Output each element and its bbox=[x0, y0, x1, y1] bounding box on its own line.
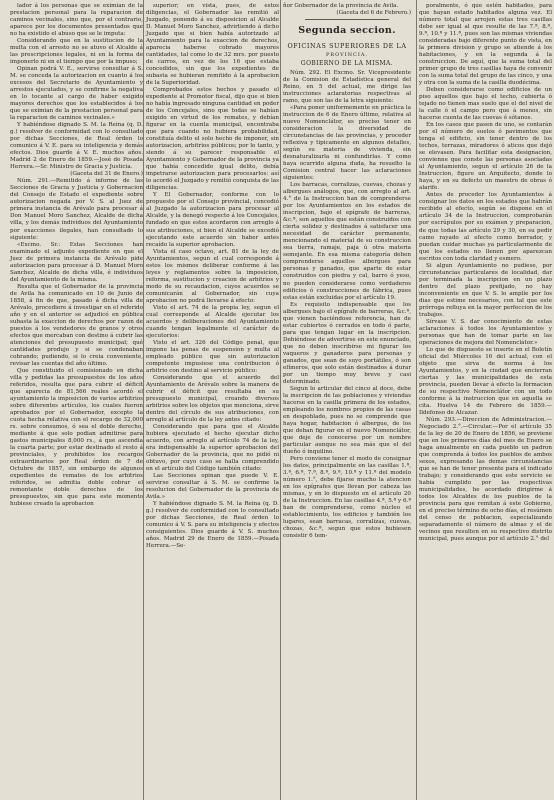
paragraph: Núm. 291.—Remitido á informe de las Secciones de Gracia y Justicia y Gobernacion del Consejo de Estado el expediente sobre autorizacion negada por V. S. al Juez de primera instancia de Arévalo para procesar á Don Manuel Moro Sanchez, Alcalde de dicha villa, y los demás individuos del Ayuntamiento por exacciones ilegales, han consultado lo siguiente: bbox=[10, 178, 143, 241]
paragraph: Núm. 292. El Excmo. Sr. Vicepresidente de la Comision de Estadística general del Reino, en 5 del actual, me dirige las instrucciones aclaratorias respectivas al ramo, que son las de la letra siguiente: bbox=[283, 70, 411, 105]
province-heading: PROVINCIA. bbox=[325, 52, 369, 59]
paragraph: Antes de proceder los Ayuntamientos á consignar los datos en los estados que habrán recibido al efecto, según se dispone en el artículo 34 de la Instruccion, comprobarán por escrúpulos por su exámen y preparacion, de que todas las artículo 29 y 30, en su pedir camo rayado al efecto como borrador, y puedan cuidar muchas ya particularmente de que los estados no llenen por aparezcan escritos con toda claridad y esmero. bbox=[419, 192, 552, 262]
column-1 bbox=[10, 3, 143, 508]
paragraph: Vista el caso octavo, art. 81 de la ley de Ayuntamientos, segun el cual corresponde á estos los mismos deliberar conforme á las leyes y reglamentos sobre la imposicion, reforma, sustitucion y creacion de arbitrios y modo de su recaudacion, cuyos acuerdos se comunicarán al Gobernador, sin cuya aprobacion no podrá llevarse á efecto: bbox=[146, 248, 279, 304]
column-rule bbox=[280, 0, 281, 800]
divider bbox=[305, 19, 389, 20]
paragraph: Comprobados estos hechos y pasado el expediente al Promotor fiscal, dijo que si bien no había ingresado ninguna cantidad en poder de los Concejales, sino que todas se habían exigido en virtud de los remates, y debían figurar en la cuenta municipal, encontraba que para cuando no hubiera probabilidad, constituía delito el solo hecho de imponer, sin autorizacion, arbitrios públicos; por lo tanto, y siendo á su parecer responsable el Ayuntamiento y Gobernador de la provincia ya que había concedido igual delito, debía impetrarse autorizacion para procesarlos: así lo acordó el Juzgado y remitió conquista de las diligencias. bbox=[146, 87, 279, 192]
column-3-top bbox=[283, 3, 411, 17]
paragraph: Considerando que para que el Alcalde hubiera ejecutado el hecho ejecutar dicho acuerdo, con arreglo al artículo 74 de la ley, era indispensable la superior aprobacion del Gobernador de la provincia, que no pidió ni obtuvo, por cuyo caso se halla comprendido en el artículo del Código también citado: bbox=[146, 423, 279, 473]
paragraph: Las Secciones opinan que puede V. E. servirse consultar á S. M. se confirme la resolucion del Gobernador de la provincia de Avila.» bbox=[146, 473, 279, 501]
section-title: Segunda seccion. bbox=[298, 25, 396, 37]
paragraph: «Para poner uniformemente en práctica la instruccion de 6 de Enero último, relativa al nuevo Nomenclátor, es preciso tener en consideracion la diversidad de circunstancias de las provincias, y proceder reflexiva y tipicamente en algunos detalles, según su materia de vivienda, sin desnaturalizarla ni confundirlas. Y como haya ocurrido alguna duda, ha resuelto la Comision central hacer las aclaraciones siguientes: bbox=[283, 105, 411, 182]
column-4 bbox=[419, 3, 552, 543]
paragraph: lador á los personas que se eximian de la prestacion personal para la reparacion de caminos vecinales, sino que, por el contrario, aparece por los documentos presentados que no ha existido el abuso que se le imputa: bbox=[10, 3, 143, 38]
paragraph: En los casos que pasen de uno, se contarán por el número de suelos ó pavimentos que tenga el edificio, sin tener dentro de los techos, terrazas, miradores ó aticos que dejó se elevasen. Para facilitar esta designacion, convienne que conste las personas asociadas al Ayuntamiento, segun el artículo 26 de la Instruccion, figure un Arquitecto, donde lo haya, y en su defecto un maestro de obras ó alarife. bbox=[419, 122, 552, 192]
office-heading: OFICINAS SUPERIORES DE LA bbox=[287, 42, 407, 51]
paragraph: Y El Gobernador, conforme con lo propuesto por el Consejo provincial, concedió al Juzgado la autorizacion para procesar al Alcalde, y la denegó respecto á los Concejales, fundado en que estos acordaron con arreglo á sus atribuciones, si bien el Alcalde se excedió ejecutando este acuerdo sin haber antes recaído la superior aprobacion. bbox=[146, 192, 279, 248]
column-rule bbox=[416, 0, 417, 800]
paragraph: Lo que de dispuesto se inserte en el Boletín oficial del Miércoles 16 del actual, con el objeto que sirva de norma á los Ayuntamientos, y en la ciudad que encierran ciertas y las municipalidades de esta provincia, pueden llevar á efecto la formacion de su respectivo Nomenclátor con un todo conforme á la instruccion que en aquella se cita. Huelva 14 de Febrero de 1859.—Ildefonso de Alcazar. bbox=[419, 346, 552, 416]
paragraph: Los barracas, corralizas, cuevas, chozas y albergues análogos, que, con arreglo al art. 4.° de la Instruccion han de comprenderse por los Ayuntamientos en los estados de inscripcion, bajo el epígrafe de barreras, &c.ª, son aquellos que están construidos con cierta solidez y destinados á satisfacer una necesidad de carácter permanente, mencionando el material de su construccion sea tierra, ramaje, paja ú otra materia semejante. En esa misma categoría deben comprenderse aquellos albergues para personas y ganados, que aparte de estar construidos con piedra y cal, barro ó yeso, no pueden considerarse como verdaderos edificios ó construcciones de fábrica, pues estas están excluidas por el artículo 19. bbox=[283, 182, 411, 301]
paragraph: Y habiéndose dignado S. M. la Reina (q. D. g.) resolver de conformidad con lo consultado por dichas Secciones, de Real órden lo comunico á V. S. para su inteligencia y efectos consiguientes. Dios guarde á V. S. muchos años. Madrid 29 de Enero de 1859.—Posada Herrera.—Se- bbox=[146, 501, 279, 550]
paragraph: Y habiéndose dignado S. M. la Reina (q. D. g.) resolver de conformidad con lo consultado por dichas Secciones, de Real órden lo comunico á V. E. para su inteligencia y demás efectos. Dios guarde á V. E. muchos años. Madrid 2 de Enero de 1859.—José de Posada Herrera.—Sr. Ministro de Gracia y Justicia. bbox=[10, 122, 143, 171]
paragraph: Deben considerarse como edificios de un piso aquellos que bajo el techo, cubierta ó tejado no tienen mas suelo que el del nivel de la calle ó el campo pero que á menos, sin hacerse cuenta de las cuevas ó sótanos. bbox=[419, 87, 552, 122]
government-heading: GOBIERNO DE LA MISMA. bbox=[300, 60, 394, 68]
paragraph: Que constituido el comisionado en dicha villa y pedidas las presupuestos de los años referidos, resulta que para cubrir el déficit que aparecia de 81,566 reales acordó el ayuntamiento la imposicion de varios arbitrios sobre diferentes artículos, los cuales fueron aprobados por el Gobernador, excepto la cuota hecha relativa con el recargo de 32,000 rs. sobre consumos, ó sea el doble derecho, mediante á que solo podian admitirse para gastos municipales 8,000 rs., á que ascendia la cuarta parte; por estar destinado el resto á provinciales, y prohibidos los recargos extraordinarios por Real órden de 7 de Octubre de 1857, sin embargo de algunos expedientes de remates de los arbitrios referidos, se admitia doble cobrar el remontante doble derechos de los presupuestos, sin que para este momento hubiese creado la aprobacion bbox=[10, 367, 143, 508]
paragraph: Si algun Ayuntamiento no pudiese, por circunstancias particulares de localidad, dar por terminada la inscripcion en un plazo dentro del plazo prefijado, no hay inconveniente en que V. S. lo amplíe por los dias que estime necesarios, con tal que este prórroga refluya en la mayor perfeccion de los trabajos. bbox=[419, 262, 552, 318]
column-3 bbox=[283, 3, 411, 540]
column-2 bbox=[146, 3, 279, 550]
paragraph: Visto el art. 74 de la propia ley, segun el cual corresponde al Alcalde ejecutar los acuerdos y deliberaciones del Ayuntamiento cuando tengan legalmente el carácter de ejecutorios: bbox=[146, 304, 279, 339]
paragraph: Segun lo articular del cinco al doce, debe la inscripcion de las poblaciones y viviendas hacerse en la casilla primera de los estados, empleando los nombres propios de las casas en despoblado, pues no se comprende que haya hogar, habitacion ó albergue, de los que deban figurar en el nuevo Nomenclátor, que deje de conocerse por un nombre particular aunque no sea más que el del dueño ó inquilino. bbox=[283, 385, 411, 455]
column-rule bbox=[143, 0, 144, 800]
paragraph: (Gaceta del 31 de Enero.) bbox=[70, 171, 143, 178]
column-3-body bbox=[283, 70, 411, 540]
paragraph: Considerando que en la sustitucion de la multa con el arresto no se atuvo el Alcalde á las prescripciones legales, ni en la forma de imponerlo ni en el tiempo que por la impuso; bbox=[10, 38, 143, 66]
paragraph: Considerando que el acuerdo del Ayuntamiento de Arévalo sobre la manera de cubrir el déficit que resultaba en su presupuesto municipal, creando diversos arbitrios sobre los objetos que menciona, sirve dentro del círculo de sus atribuciones, con arreglo al artículo de la ley antes citado: bbox=[146, 374, 279, 423]
paragraph: superior; en vista, pues, de estos diligencias, el Gobernador las remitió al Juzgado, ponendo á su disposicion al Alcalde D. Manuel Moro Sanchez, advirtiendo á dicho Juzgado que si bien había autorizado al Ayuntamiento para la exaccion de derechos, aparecia haberse cobrado mayores cantidades, tal como lo de 32 mrs. por puesto de carros, en vez de los 16 que estaba concedidos, sin que los expedientes de subasta se hubieran remitido á la aprobacion de la Superioridad. bbox=[146, 3, 279, 87]
paragraph: Resulta que el Gobernador de la provincia de Avila ha comunicado en 10 de Junio de 1858, á fin de que, pasado á dicha villa de Arévalo, procediere á investigar en el referido año y en el anterior se adjudicó en pública subasta la exaccion de derechos por razon de puestos á los vendedores de granos y otros efectos que mercaban con destino á cubrir las atenciones del presupuesto municipal; qué cantidades produjo y si se condenaban cobrando; pudiendo, si lo creia conveniente, revisar las cuentas del año último. bbox=[10, 283, 143, 367]
paragraph: (Gaceta del 6 de Febrero.) bbox=[336, 10, 411, 17]
paragraph: Opinan podrá V. E., servirse consultar á S. M. se conceda la autorizacion en cuanto á los excesos del Secretario de Ayuntamiento y arrestos ejecutados, y se confirme la negativa en lo tocante al cargo de haber exigido mayores derechos que los establecidos á los que se eximian de la prestacion personal para la reparacion de caminos vecinales.» bbox=[10, 66, 143, 122]
paragraph: Pero conviene tener el modo de consignar los datos, principalmente en las casillas 1.ª, 3.ª, 6.ª, 7.ª, 8.ª, 9.ª, 10.ª y 11.ª del modelo número 1.°, debe fijarse mucho la atencion en los epígrafes que llevan por cabeza las mismas, y en lo dispuesto en el artículo 20 de la Instruccion. En las casillas 4.ª, 5.ª y 6.ª han de comprenderse, como núcleo el establecimiento, los edificios y también los lugares, sean barracas, corralizas, cuevas, chozas, &c.ª, segun que estos hubiesen consistir 6 tem- bbox=[283, 455, 411, 540]
paragraph: «Excmo. Sr.: Estas Secciones han examinado el adjunto expediente en que el Juez de primera instancia de Arévalo pide autorizacion para procesar á D. Manuel Moro Sanchez, Alcalde de dicha villa, é individuos del Ayuntamiento de la misma. bbox=[10, 241, 143, 283]
paragraph: poralmente, ó que estén habitados, para que hayan estado habitados alguna vez. El número total que arrojen estas tres casillas debe ser igual al que resulte de las 7.ª, 8.ª, 9.ª, 10.ª y 11.ª, pues son las mismas viviendas consideradas bajo diferente punto de vista, en la primera division y grupo se atiende á los habitaciones, y en la segunda á la construccion. De aquí, que la suma total del primer grupo de tres casillas haya de convenir con la suma total del grupo de las cinco, y una y otra con la suma de la casilla duodécima. bbox=[419, 3, 552, 87]
paragraph: Núm. 293.—Direccion de Administracion.—Negociado 2.°.—Circular.—Por el artículo 35 de la ley de 20 de Enero de 1856, se previene que en los primeros días del mes de Enero se haga anualmente en cada pueblo un padron que comprenda á todos los pueblos de ambos sexos, expresando las demas circunstancias que se han de tener presente para el indicado trabajo; y considerando que este servicio se habia cumplido por las respectivas municipalidades, he acordado dirigirme á todos los Alcaldes de los pueblos de la provincia para que remitan á este Gobierno, en el preciso término de ocho días, el resúmen del censo de poblacion, especializando separadamente el número de almas y el de vecinos que resulten en su respectivo distrito municipal, pues aunque por el artículo 2.° del bbox=[419, 416, 552, 543]
paragraph: Visto el art. 326 del Código penal, que impone las penas de suspension y multa al empleado público que sin autorizacion competente impusiese una contribucion ó arbitrio con destino al servicio público: bbox=[146, 339, 279, 374]
paragraph: Sírvase V. S. dar conocimiento de estas aclaraciones á todos los Ayuntamientos y personas que han de tomar parte en las operaciones de mejora del Nomenclátor.» bbox=[419, 318, 552, 346]
paragraph: ñor Gobernador de la provincia de Avila. bbox=[283, 3, 399, 9]
paragraph: Es requisito indispensable que los albergues bajo el epígrafe de barreras, &c.ª, que vienen haciéndose referencia, han de estar cubiertos ó cerrados en todo ó parte, para que tengan lugar en la inscripcion. Debiéndose de advertirse en este enunciado, que no deben inscribirse mi figurar los vaqueros y ganaderos para personas y ganados, que sean de suyo portátiles, ó son efímeros, que solo están destinados á durar por un tiempo muy breve y casi determinado. bbox=[283, 301, 411, 385]
